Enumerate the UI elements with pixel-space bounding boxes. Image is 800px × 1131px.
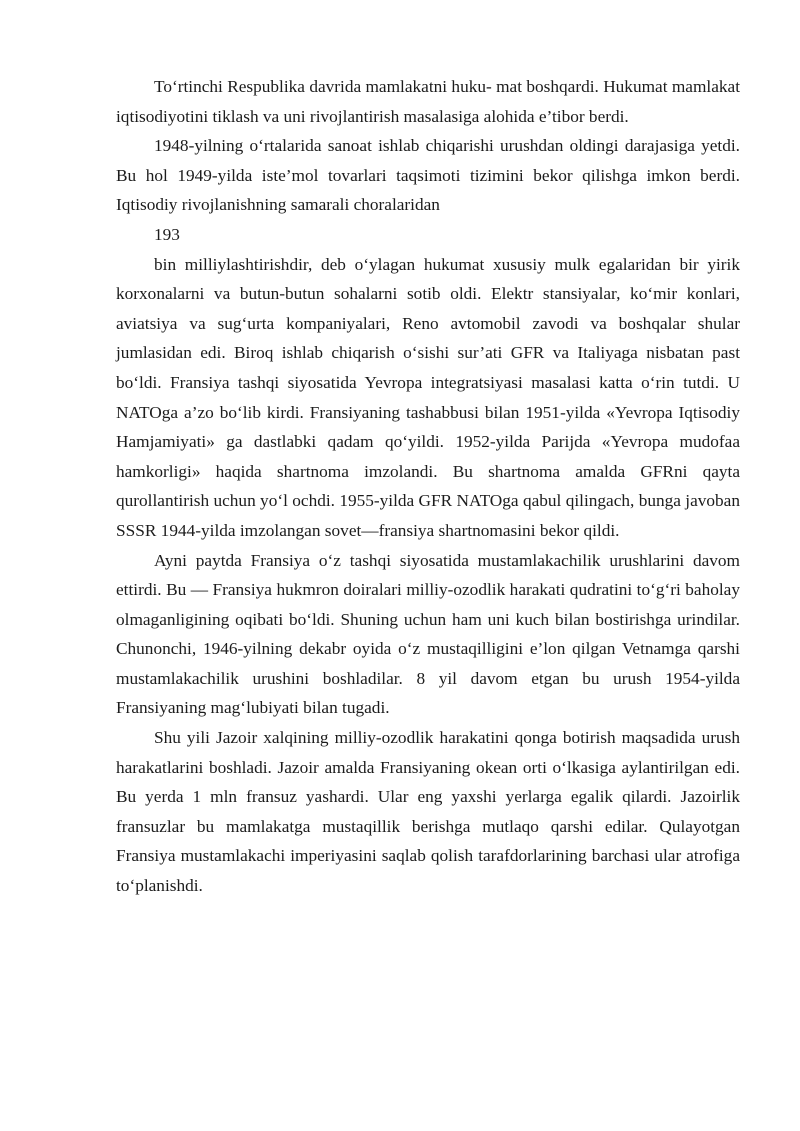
paragraph-4: Ayni paytda Fransiya o‘z tashqi siyosatida mustamlakachilik urushlarini davom ettirdi. Bu — Fransiya hukmron doiralari milliy-ozodlik harakati qudratini to‘g‘ri baholay olmaganligining oqibati bo‘ldi. Shuning uchun ham uni kuch bilan bostirishga urindilar. Chunonchi, 1946-yilning dekabr oyida o‘z mustaqilligini e’lon qilgan Vetnamga qarshi mustamlakachilik urushini boshladilar. 8 yil davom etgan bu urush 1954-yilda Fransiyaning mag‘lubiyati bilan tugadi. <box>116 550 740 718</box>
body-text <box>116 72 740 901</box>
paragraph-2: 1948-yilning o‘rtalarida sanoat ishlab chiqarishi urushdan oldingi darajasiga yetdi. Bu hol 1949-yilda iste’mol tovarlari taqsimoti tizimini bekor qilishga imkon berdi. Iqtisodiy rivojlanishning samarali choralaridan <box>116 136 740 215</box>
paragraph-5: Shu yili Jazoir xalqining milliy-ozodlik harakatini qonga botirish maqsadida urush harakatlarini boshladi. Jazoir amalda Fransiyaning okean orti o‘lkasiga aylantirilgan edi. Bu yerda 1 mln fransuz yashardi. Ular eng yaxshi yerlarga egalik qilardi. Jazoirlik fransuzlar bu mamlakatga mustaqillik berishga mutlaqo qarshi edilar. Qulayotgan Fransiya mustamlakachi imperiyasini saqlab qolish tarafdorlarining barchasi ular atrofiga to‘planishdi. <box>116 728 740 896</box>
page-number: 193 <box>154 224 180 244</box>
paragraph-1: To‘rtinchi Respublika davrida mamlakatni huku- mat boshqardi. Hukumat mamlakat iqtisodiyotini tiklash va uni rivojlantirish masalasiga alohida e’tibor berdi. <box>116 77 740 126</box>
paragraph-3: bin milliylashtirishdir, deb o‘ylagan hukumat xususiy mulk egalaridan bir yirik korxonalarni va butun-butun sohalarni sotib oldi. Elektr stansiyalar, ko‘mir konlari, aviatsiya va sug‘urta kompaniyalari, Reno avtomobil zavodi va boshqalar shular jumlasidan edi. Biroq ishlab chiqarish o‘sishi sur’ati GFR va Italiyaga nisbatan past bo‘ldi. Fransiya tashqi siyosatida Yevropa integratsiyasi masalasi katta o‘rin tutdi. U NATOga a’zo bo‘lib kirdi. Fransiyaning tashabbusi bilan 1951-yilda «Yevropa Iqtisodiy Hamjamiyati» ga dastlabki qadam qo‘yildi. 1952-yilda Parijda «Yevropa mudofaa hamkorligi» haqida shartnoma imzolandi. Bu shartnoma amalda GFRni qayta qurollantirish uchun yo‘l ochdi. 1955-yilda GFR NATOga qabul qilingach, bunga javoban SSSR 1944-yilda imzolangan sovet—fransiya shartnomasini bekor qildi. <box>116 254 740 540</box>
